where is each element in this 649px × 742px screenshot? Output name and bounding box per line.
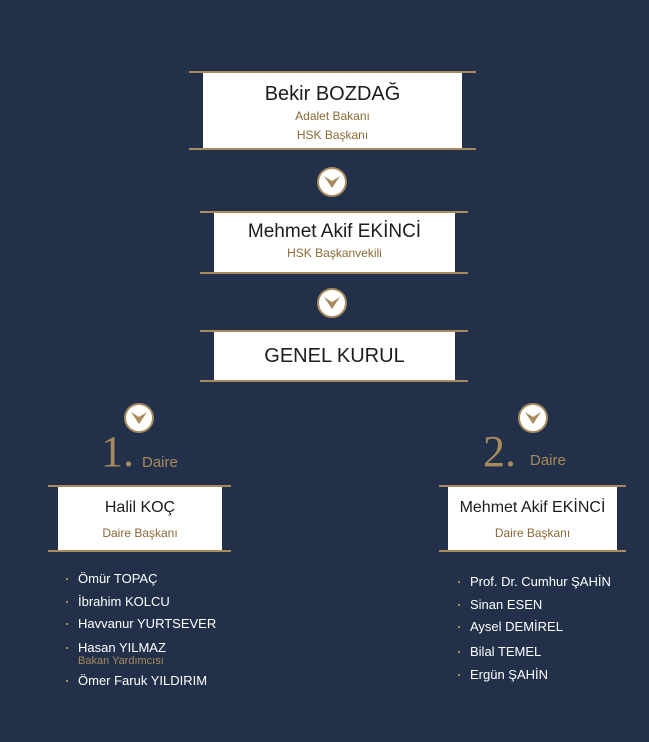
top-title-1: Adalet Bakanı <box>295 109 370 123</box>
chamber1-member <box>78 640 166 667</box>
top-title-2: HSK Başkanı <box>296 128 369 142</box>
bullet-icon <box>458 581 460 583</box>
chamber2-card-rule-bottom <box>439 550 626 552</box>
chamber2-member <box>470 644 541 660</box>
chamber1-number: 1. <box>101 427 134 476</box>
deputy-card <box>214 213 455 272</box>
chamber2-head-name: Mehmet Akif EKİNCİ <box>459 499 606 516</box>
chamber1-head-title: Daire Başkanı <box>102 526 178 540</box>
chamber1-head-card <box>58 487 222 550</box>
chevron-down-icon <box>518 403 548 433</box>
chamber2-label: Daire <box>530 452 566 469</box>
chamber1-member <box>78 571 157 587</box>
chamber1-member <box>78 594 170 610</box>
member-name: Prof. Dr. Cumhur ŞAHİN <box>470 574 611 589</box>
chamber2-head-title: Daire Başkanı <box>494 526 571 540</box>
bullet-icon <box>458 651 460 653</box>
member-name: Ömür TOPAÇ <box>78 571 158 586</box>
top-card <box>203 73 462 148</box>
member-role: Bakan Yardımcısı <box>78 655 164 667</box>
chamber2-number: 2. <box>483 427 516 476</box>
member-name: İbrahim KOLCU <box>78 594 170 609</box>
bullet-icon <box>458 604 460 606</box>
top-name: Bekir BOZDAĞ <box>264 83 401 105</box>
chamber2-member <box>470 574 611 590</box>
member-name: Ergün ŞAHİN <box>470 667 549 682</box>
assembly-card <box>214 332 455 380</box>
chamber1-member <box>78 673 207 689</box>
bullet-icon <box>66 680 68 682</box>
chamber1-label: Daire <box>142 454 178 471</box>
bullet-icon <box>66 601 68 603</box>
member-name: Ömer Faruk YILDIRIM <box>78 673 208 688</box>
chamber2-head-card <box>448 487 617 550</box>
assembly-card-rule-bottom <box>200 380 468 382</box>
member-name: Bilal TEMEL <box>470 644 542 659</box>
chamber1-member <box>78 616 216 632</box>
deputy-title: HSK Başkanvekili <box>287 246 382 260</box>
member-name: Sinan ESEN <box>470 597 543 612</box>
deputy-name: Mehmet Akif EKİNCİ <box>247 221 422 242</box>
member-name: Hasan YILMAZ <box>78 640 166 655</box>
chamber1-card-rule-bottom <box>48 550 231 552</box>
chamber1-head-name: Halil KOÇ <box>104 499 176 516</box>
bullet-icon <box>66 623 68 625</box>
member-name: Aysel DEMİREL <box>470 619 563 634</box>
bullet-icon <box>66 647 68 649</box>
bullet-icon <box>458 674 460 676</box>
chamber2-member <box>470 597 542 613</box>
bullet-icon <box>458 626 460 628</box>
chevron-down-icon <box>317 167 347 197</box>
chamber2-member <box>470 667 548 683</box>
top-card-rule-bottom <box>189 148 476 150</box>
bullet-icon <box>66 578 68 580</box>
member-name: Havvanur YURTSEVER <box>78 616 217 631</box>
assembly-label: GENEL KURUL <box>264 345 405 367</box>
chevron-down-icon <box>317 288 347 318</box>
chamber2-member <box>470 619 563 635</box>
deputy-card-rule-bottom <box>200 272 468 274</box>
